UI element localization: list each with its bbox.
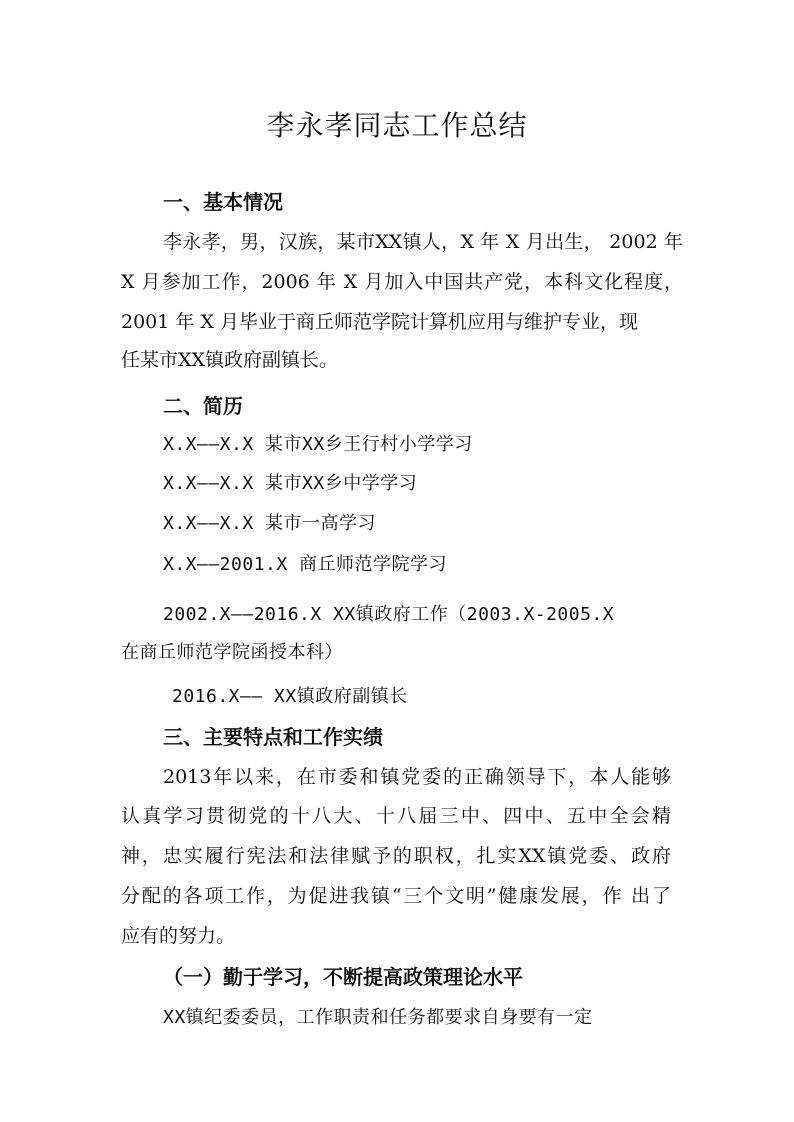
section-heading-basic-info: 一、基本情况 xyxy=(163,190,283,214)
paragraph-line: 2001 年 X 月毕业于商丘师范学院计算机应用与维护专业，现 xyxy=(121,311,638,333)
resume-entry: X.X——X.X 某市XX乡中学学习 xyxy=(163,473,418,494)
resume-entry: X.X——X.X 某市XX乡王行村小学学习 xyxy=(163,434,473,455)
paragraph-line: 认真学习贯彻党的十八大、十八届三中、四中、五中全会精 xyxy=(121,805,671,827)
paragraph-line: 分配的各项工作，为促进我镇“三个文明”健康发展，作 出了 xyxy=(121,885,671,907)
section-heading-resume: 二、简历 xyxy=(163,394,243,418)
subsection-heading: （一）勤于学习，不断提高政策理论水平 xyxy=(163,965,523,989)
paragraph-line: 李永孝，男，汉族，某市XX镇人，X 年 X 月出生， 2002 年 xyxy=(163,231,683,253)
paragraph-line: XX镇纪委委员，工作职责和任务都要求自身要有一定 xyxy=(163,1007,593,1028)
page-title: 李永孝同志工作总结 xyxy=(266,109,528,142)
paragraph-line: 任某市XX镇政府副镇长。 xyxy=(121,349,339,371)
paragraph-line: 应有的努力。 xyxy=(121,925,236,947)
resume-entry: X.X——2001.X 商丘师范学院学习 xyxy=(163,554,448,575)
section-heading-achievements: 三、主要特点和工作实绩 xyxy=(163,725,383,749)
resume-entry: 2002.X——2016.X XX镇政府工作（2003.X-2005.X xyxy=(163,604,615,625)
resume-entry-continued: 在商丘师范学院函授本科） xyxy=(121,642,343,663)
resume-entry: 2016.X—— XX镇政府副镇长 xyxy=(172,686,408,707)
resume-entry: X.X——X.X 某市一高学习 xyxy=(163,513,377,534)
paragraph-line: 2013年以来，在市委和镇党委的正确领导下，本人能够 xyxy=(163,766,671,788)
paragraph-line: 神，忠实履行宪法和法律赋予的职权，扎实XX镇党委、政府 xyxy=(121,845,671,867)
paragraph-line: X 月参加工作，2006 年 X 月加入中国共产党，本科文化程度， xyxy=(121,271,683,293)
